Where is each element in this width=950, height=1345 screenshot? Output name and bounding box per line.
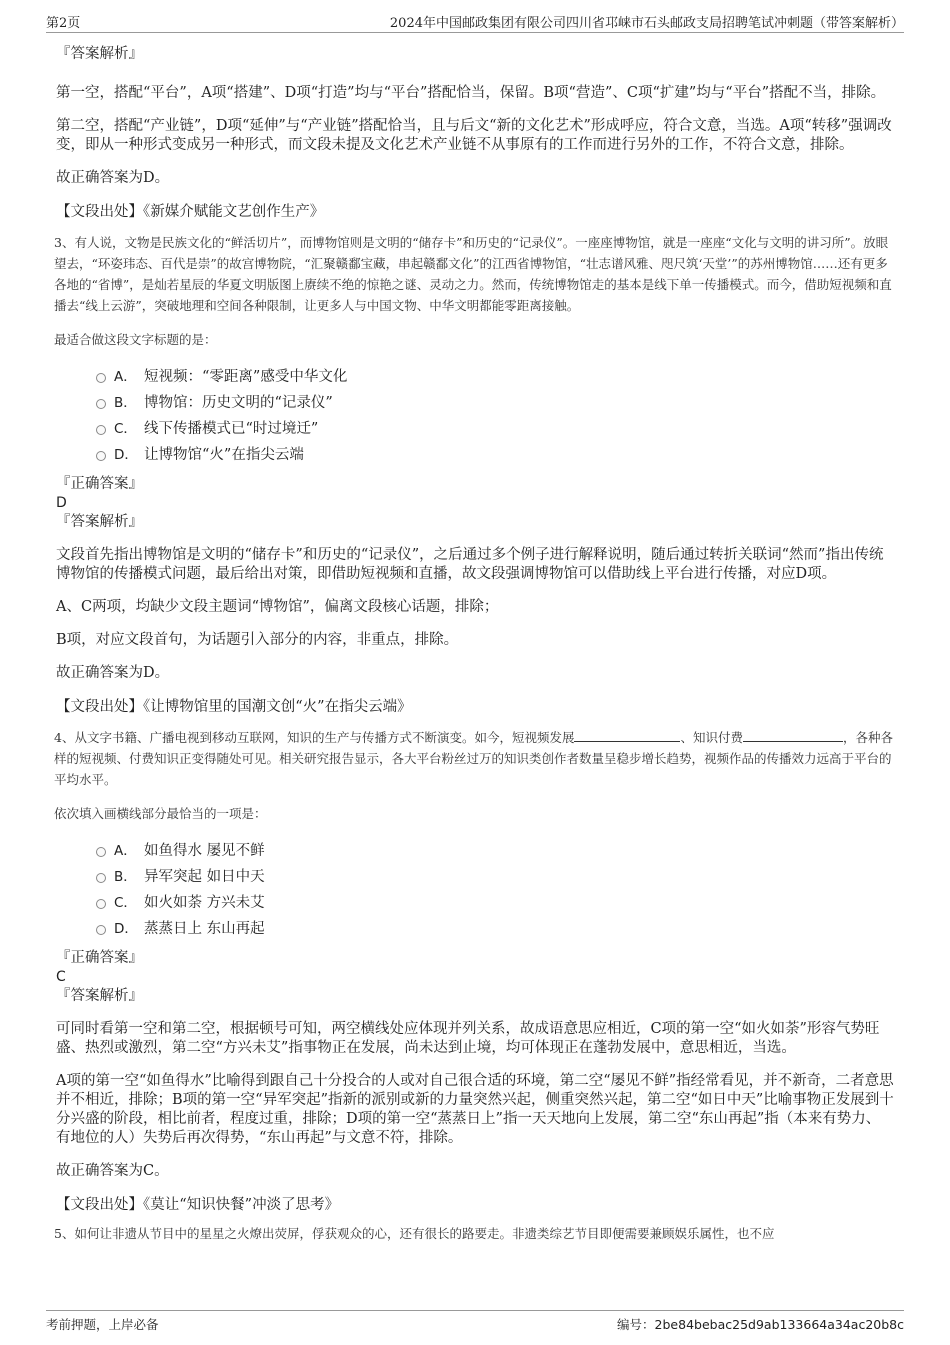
q3-source: 【文段出处】《让博物馆里的国潮文创“火”在指尖云端》 [56, 699, 412, 715]
q3-option-d[interactable]: D． 让博物馆“火”在指尖云端 [96, 442, 894, 468]
q3-analysis-p1: 文段首先指出博物馆是文明的“储存卡”和历史的“记录仪”，之后通过多个例子进行解释说明，随后通过转折关联词“然而”指出传统博物馆的传播模式问题，最后给出对策，即借助短视频和直播，故文段强调博物馆可以借助线上平台进行传播，对应D项。 [56, 547, 884, 582]
q3-prompt: 最适合做这段文字标题的是： [54, 332, 217, 347]
q3-correct-answer: D [56, 495, 67, 511]
q4-analysis-p2: A项的第一空“如鱼得水”比喻得到跟自己十分投合的人或对自己很合适的环境，第二空“屡见不鲜”指经常看见，并不新奇，二者意思并不相近，排除；B项的第一空“异军突起”指新的派别或新的力量突然兴起，侧重突然兴起，第二空“如日中天”比喻事物正发展到十分兴盛的阶段，相比前者，程度过重，排除；D项的第一空“蒸蒸日上”指一天天地向上发展，第二空“东山再起”指（本来有势力、有地位的人）失势后再次得势，“东山再起”与文意不符，排除。 [56, 1073, 894, 1146]
q2-analysis-p2: 第二空，搭配“产业链”，D项“延伸”与“产业链”搭配恰当，且与后文“新的文化艺术”形成呼应，符合文意，当选。A项“转移”强调改变，即从一种形式变成另一种形式，而文段未提及文化艺术产业链不从事原有的工作而进行另外的工作，不符合文意，排除。 [56, 118, 892, 153]
q4-analysis-label: 『答案解析』 [56, 988, 143, 1004]
q3-analysis-p3: B项，对应文段首句，为话题引入部分的内容，非重点，排除。 [56, 632, 459, 648]
q4-option-a[interactable]: A． 如鱼得水 屡见不鲜 [96, 838, 894, 864]
q4-option-d[interactable]: D． 蒸蒸日上 东山再起 [96, 916, 894, 942]
blank-line [743, 729, 843, 742]
q3-correct-label: 『正确答案』 [56, 476, 143, 492]
radio-icon[interactable] [96, 925, 106, 935]
q3-stem: 3、有人说，文物是民族文化的“鲜活切片”，而博物馆则是文明的“储存卡”和历史的“记录仪”。一座座博物馆，就是一座座“文化与文明的讲习所”。放眼望去，“环姿玮态、百代是崇”的故宫博物院，“汇聚赣鄱宝藏，串起赣鄱文化”的江西省博物馆，“壮志谱风雅、咫尺筑‘天堂’”的苏州博物馆……还有更多各地的“省博”，是灿若星辰的华夏文明版图上赓续不绝的惊艳之谜、灵动之力。然而，传统博物馆走的基本是线下单一传播模式。而今，借助短视频和直播去“线上云游”，突破地理和空间各种限制，让更多人与中国文物、中华文明都能零距离接触。 [54, 235, 892, 313]
q3-option-c[interactable]: C． 线下传播模式已“时过境迁” [96, 416, 894, 442]
q5-stem: 5、如何让非遗从节目中的星星之火燎出荧屏，俘获观众的心，还有很长的路要走。非遗类综艺节目即便需要兼顾娱乐属性，也不应 [54, 1226, 775, 1241]
q4-options [96, 838, 894, 942]
q4-correct-label: 『正确答案』 [56, 950, 143, 966]
q4-source: 【文段出处】《莫让“知识快餐”冲淡了思考》 [56, 1197, 340, 1213]
blank-line [574, 729, 680, 742]
radio-icon[interactable] [96, 899, 106, 909]
q4-prompt: 依次填入画横线部分最恰当的一项是： [54, 806, 267, 821]
q3-analysis-p2: A、C两项，均缺少文段主题词“博物馆”，偏离文段核心话题，排除； [56, 599, 499, 615]
q4-option-c[interactable]: C． 如火如荼 方兴未艾 [96, 890, 894, 916]
radio-icon[interactable] [96, 451, 106, 461]
radio-icon[interactable] [96, 425, 106, 435]
q3-options [96, 364, 894, 468]
footer-slogan: 考前押题，上岸必备 [46, 1317, 159, 1332]
q2-source: 【文段出处】《新媒介赋能文艺创作生产》 [56, 204, 325, 220]
q4-analysis-p3: 故正确答案为C。 [56, 1163, 169, 1179]
radio-icon[interactable] [96, 399, 106, 409]
page-footer [46, 1310, 904, 1335]
q2-analysis-p3: 故正确答案为D。 [56, 170, 170, 186]
document-code: 编号：2be84bebac25d9ab133664a34ac20b8c [617, 1317, 904, 1332]
radio-icon[interactable] [96, 847, 106, 857]
page-content [56, 44, 894, 1244]
q4-correct-answer: C [56, 969, 66, 985]
q4-option-b[interactable]: B． 异军突起 如日中天 [96, 864, 894, 890]
page-header [46, 10, 904, 33]
q2-analysis-p1: 第一空，搭配“平台”，A项“搭建”、D项“打造”均与“平台”搭配恰当，保留。B项“营造”、C项“扩建”均与“平台”搭配不当，排除。 [56, 85, 886, 101]
page-number: 第2页 [46, 16, 81, 31]
q4-analysis-p1: 可同时看第一空和第二空，根据顿号可知，两空横线处应体现并列关系，故成语意思应相近，C项的第一空“如火如荼”形容气势旺盛、热烈或激烈，第二空“方兴未艾”指事物正在发展，尚未达到止境，均可体现正在蓬勃发展中，意思相近，当选。 [56, 1021, 880, 1056]
q3-analysis-p4: 故正确答案为D。 [56, 665, 170, 681]
q4-stem: 4、从文字书籍、广播电视到移动互联网，知识的生产与传播方式不断演变。如今，短视频发展 、知识付费 ，各种各样的短视频、付费知识正变得随处可见。相关研究报告显示，各大平台粉丝过万的知识类创作者数量呈稳步增长趋势，视频作品的传播效力远高于平台的平均水平。 [54, 730, 893, 787]
q3-option-a[interactable]: A． 短视频：“零距离”感受中华文化 [96, 364, 894, 390]
q2-analysis-label: 『答案解析』 [56, 46, 143, 62]
document-title: 2024年中国邮政集团有限公司四川省邛崃市石头邮政支局招聘笔试冲刺题（带答案解析） [389, 16, 904, 31]
q3-analysis-label: 『答案解析』 [56, 514, 143, 530]
radio-icon[interactable] [96, 373, 106, 383]
radio-icon[interactable] [96, 873, 106, 883]
q3-option-b[interactable]: B． 博物馆：历史文明的“记录仪” [96, 390, 894, 416]
